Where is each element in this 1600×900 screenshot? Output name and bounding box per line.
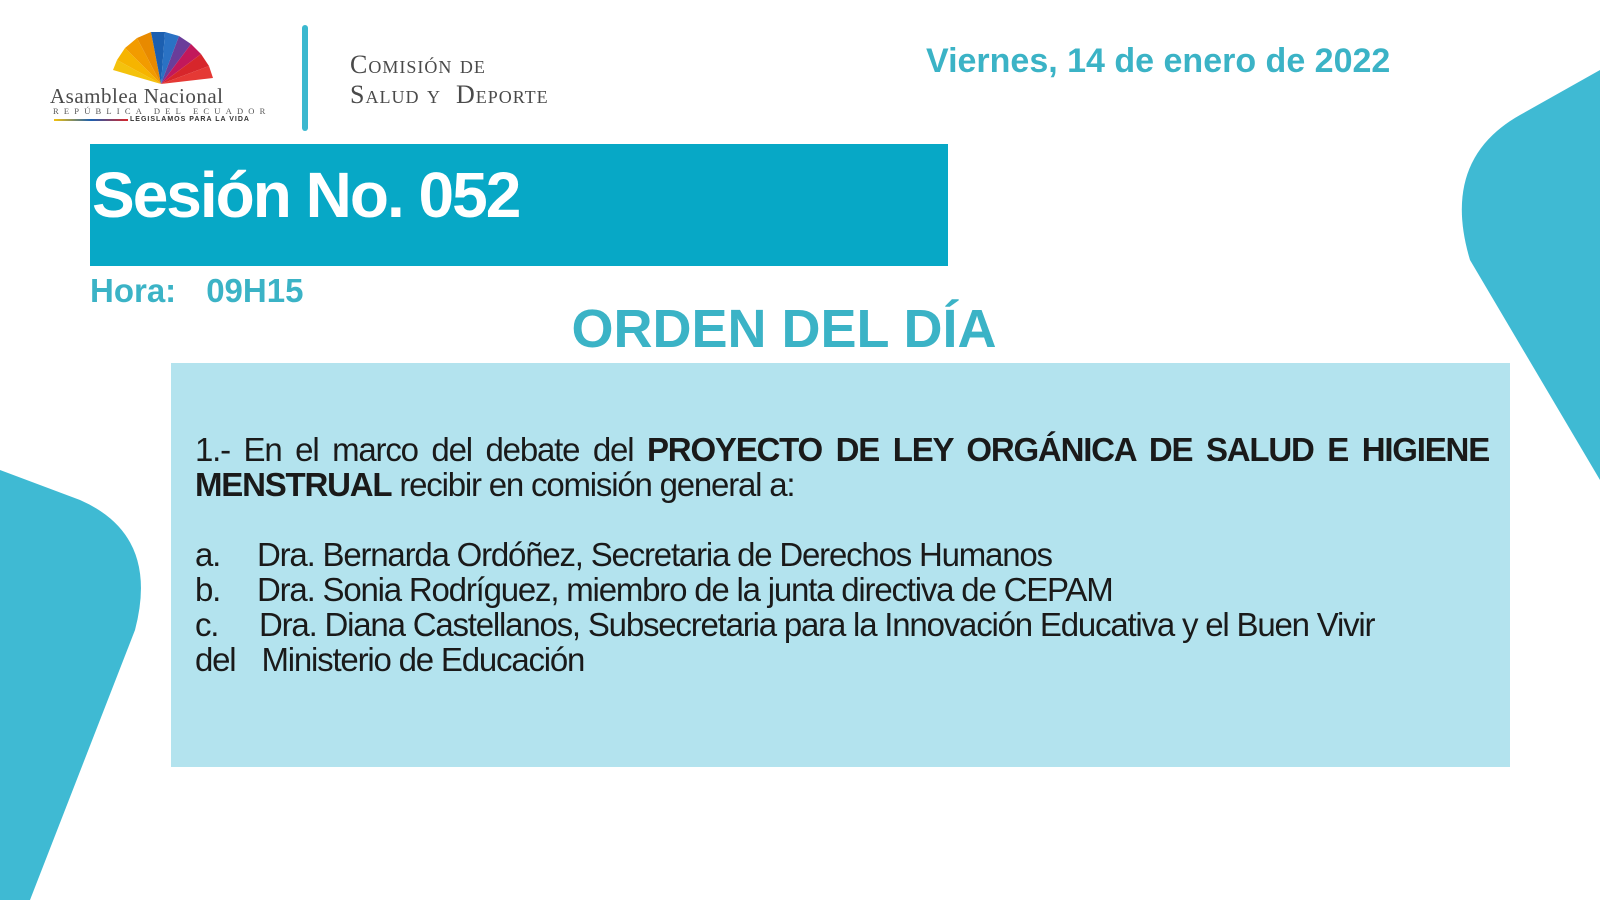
session-title: Sesión No. 052 bbox=[92, 159, 520, 231]
header-divider bbox=[302, 25, 308, 131]
commission-line-2: Salud y Deporte bbox=[350, 80, 549, 109]
decorative-shape-left bbox=[0, 470, 150, 900]
logo-subtitle: REPÚBLICA DEL ECUADOR bbox=[53, 106, 271, 116]
sunburst-emblem-icon bbox=[106, 30, 216, 86]
list-item-continuation bbox=[195, 642, 1489, 677]
agenda-heading: ORDEN DEL DÍA bbox=[571, 299, 997, 359]
logo-name: Asamblea Nacional bbox=[50, 84, 224, 108]
agenda-item-list bbox=[195, 537, 1489, 677]
continuation-prefix: del bbox=[195, 641, 236, 678]
hora-value: 09H15 bbox=[206, 272, 304, 309]
agenda-intro bbox=[195, 432, 1489, 502]
commission-name bbox=[350, 50, 549, 110]
logo-color-line bbox=[54, 119, 128, 121]
intro-suffix: recibir en comisión general a: bbox=[391, 466, 795, 503]
list-item-text: Dra. Diana Castellanos, Subsecretaria para la Innovación Educativa y el Buen Vivir bbox=[259, 606, 1375, 643]
asamblea-nacional-logo bbox=[50, 28, 275, 128]
list-item bbox=[195, 572, 1489, 607]
intro-prefix: 1.- En el marco del debate del bbox=[195, 431, 647, 468]
commission-line-1: Comisión de bbox=[350, 50, 486, 79]
list-item-marker: a. bbox=[195, 536, 221, 573]
hora-label: Hora: bbox=[90, 272, 177, 309]
list-item-marker: b. bbox=[195, 571, 221, 608]
list-item bbox=[195, 607, 1489, 642]
list-item-text: Dra. Bernarda Ordóñez, Secretaria de Derechos Humanos bbox=[257, 536, 1052, 573]
list-item bbox=[195, 537, 1489, 572]
agenda-content bbox=[195, 432, 1489, 677]
list-item-text: Dra. Sonia Rodríguez, miembro de la junta directiva de CEPAM bbox=[257, 571, 1113, 608]
continuation-text: Ministerio de Educación bbox=[261, 641, 585, 678]
list-item-marker: c. bbox=[195, 606, 219, 643]
logo-tagline: LEGISLAMOS PARA LA VIDA bbox=[130, 116, 250, 123]
intro-bill-title: PROYECTO DE LEY ORGÁNICA DE SALUD E HIGIENE MENSTRUAL bbox=[195, 431, 1490, 503]
session-date: Viernes, 14 de enero de 2022 bbox=[926, 42, 1391, 80]
